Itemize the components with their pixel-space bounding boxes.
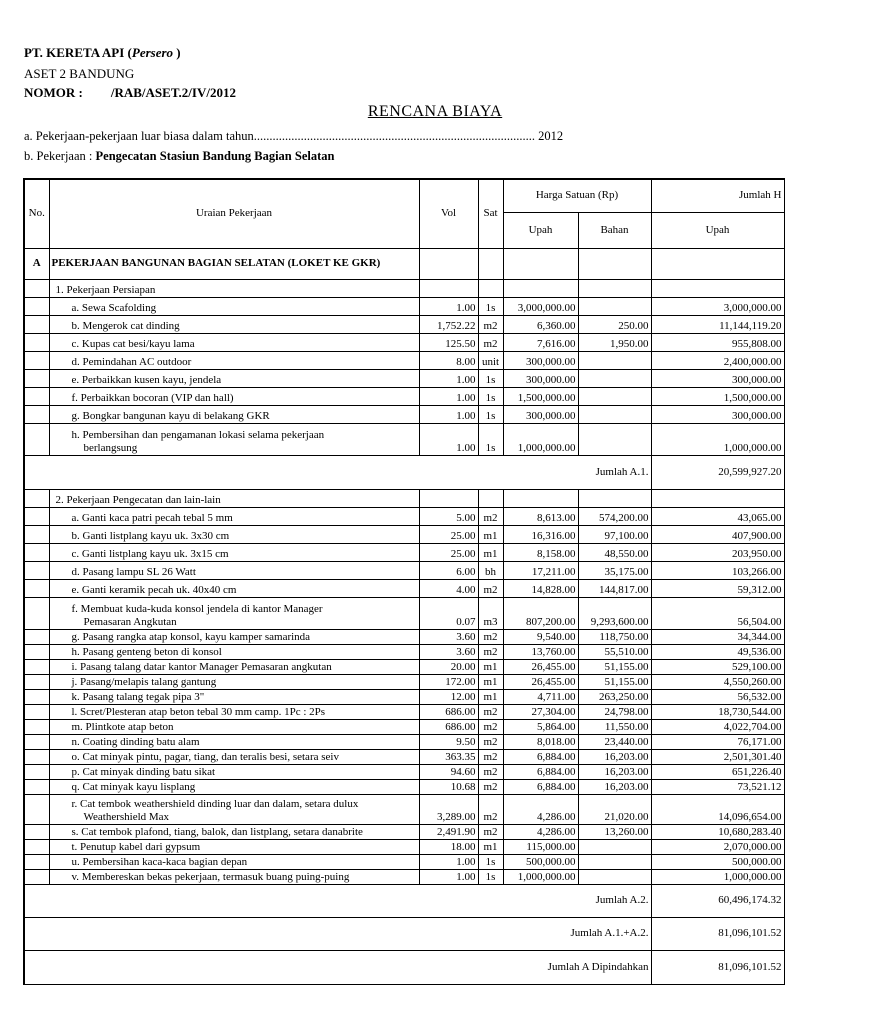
item-jumlah: 300,000.00 [651, 369, 784, 387]
table-row [24, 719, 784, 734]
item-label: i. Pasang talang datar kantor Manager Pemasaran angkutan [49, 659, 419, 674]
item-label: h. Pasang genteng beton di konsol [49, 644, 419, 659]
item-label: a. Sewa Scafolding [49, 297, 419, 315]
item-jumlah: 4,550,260.00 [651, 674, 784, 689]
item-label: l. Scret/Plesteran atap beton tebal 30 mm camp. 1Pc : 2Ps [49, 704, 419, 719]
table-row [24, 351, 784, 369]
sum-move-value: 81,096,101.52 [651, 950, 784, 984]
table-row [24, 824, 784, 839]
item-vol: 1,752.22 [419, 315, 478, 333]
item-label: t. Penutup kabel dari gypsum [49, 839, 419, 854]
item-jumlah: 43,065.00 [651, 507, 784, 525]
item-upah: 26,455.00 [503, 659, 578, 674]
item-jumlah: 56,504.00 [651, 597, 784, 629]
item-sat: m2 [478, 629, 503, 644]
item-vol: 686.00 [419, 704, 478, 719]
item-sat: m1 [478, 659, 503, 674]
item-vol: 10.68 [419, 779, 478, 794]
item-upah: 14,828.00 [503, 579, 578, 597]
item-bahan [578, 869, 651, 884]
col-no-header: No. [24, 179, 49, 248]
table-row [24, 597, 784, 629]
item-bahan: 263,250.00 [578, 689, 651, 704]
item-sat: unit [478, 351, 503, 369]
sum-a2-value: 60,496,174.32 [651, 884, 784, 917]
item-vol: 3,289.00 [419, 794, 478, 824]
item-label: p. Cat minyak dinding batu sikat [49, 764, 419, 779]
table-row [24, 423, 784, 455]
table-row [24, 674, 784, 689]
item-bahan: 24,798.00 [578, 704, 651, 719]
item-vol: 25.00 [419, 543, 478, 561]
item-vol: 12.00 [419, 689, 478, 704]
item-bahan: 13,260.00 [578, 824, 651, 839]
item-vol: 2,491.90 [419, 824, 478, 839]
item-label: c. Ganti listplang kayu uk. 3x15 cm [49, 543, 419, 561]
item-upah: 6,884.00 [503, 749, 578, 764]
item-label: q. Cat minyak kayu lisplang [49, 779, 419, 794]
item-vol: 363.35 [419, 749, 478, 764]
item-sat: 1s [478, 387, 503, 405]
item-bahan: 16,203.00 [578, 779, 651, 794]
item-upah: 6,884.00 [503, 779, 578, 794]
item-sat: m2 [478, 507, 503, 525]
unit-name: ASET 2 BANDUNG [24, 66, 135, 81]
item-bahan: 97,100.00 [578, 525, 651, 543]
item-bahan: 16,203.00 [578, 749, 651, 764]
item-label: v. Membereskan bekas pekerjaan, termasuk buang puing-puing [49, 869, 419, 884]
item-vol: 6.00 [419, 561, 478, 579]
item-jumlah: 529,100.00 [651, 659, 784, 674]
sub1-title: 1. Pekerjaan Persiapan [49, 279, 419, 297]
item-upah: 13,760.00 [503, 644, 578, 659]
col-sat-header: Sat [478, 179, 503, 248]
item-label: g. Bongkar bangunan kayu di belakang GKR [49, 405, 419, 423]
table-row [24, 387, 784, 405]
item-bahan [578, 839, 651, 854]
table-row [24, 507, 784, 525]
item-jumlah: 56,532.00 [651, 689, 784, 704]
item-sat: m2 [478, 644, 503, 659]
item-vol: 1.00 [419, 405, 478, 423]
item-jumlah: 76,171.00 [651, 734, 784, 749]
table-row [24, 659, 784, 674]
item-jumlah: 2,070,000.00 [651, 839, 784, 854]
item-label: b. Ganti listplang kayu uk. 3x30 cm [49, 525, 419, 543]
table-row [24, 779, 784, 794]
item-bahan: 48,550.00 [578, 543, 651, 561]
item-bahan: 9,293,600.00 [578, 597, 651, 629]
item-label: u. Pembersihan kaca-kaca bagian depan [49, 854, 419, 869]
item-sat: m2 [478, 794, 503, 824]
item-jumlah: 3,000,000.00 [651, 297, 784, 315]
item-sat: m2 [478, 824, 503, 839]
cost-table [23, 178, 785, 985]
item-label: s. Cat tembok plafond, tiang, balok, dan listplang, setara danabrite [49, 824, 419, 839]
item-jumlah: 203,950.00 [651, 543, 784, 561]
section-a-no: A [24, 248, 49, 279]
item-vol: 1.00 [419, 854, 478, 869]
item-label: b. Mengerok cat dinding [49, 315, 419, 333]
item-vol: 172.00 [419, 674, 478, 689]
item-upah: 5,864.00 [503, 719, 578, 734]
item-label: d. Pemindahan AC outdoor [49, 351, 419, 369]
table-row [24, 734, 784, 749]
item-label: e. Perbaikkan kusen kayu, jendela [49, 369, 419, 387]
item-sat: 1s [478, 405, 503, 423]
item-sat: m2 [478, 719, 503, 734]
sum-move: Jumlah A Dipindahkan 81,096,101.52 [24, 950, 784, 984]
item-sat: 1s [478, 369, 503, 387]
sum-a1-value: 20,599,927.20 [651, 455, 784, 489]
table-row [24, 689, 784, 704]
item-upah: 8,613.00 [503, 507, 578, 525]
item-label: a. Ganti kaca patri pecah tebal 5 mm [49, 507, 419, 525]
table-row [24, 333, 784, 351]
item-bahan [578, 405, 651, 423]
item-vol: 0.07 [419, 597, 478, 629]
item-bahan [578, 369, 651, 387]
col-upah-header: Upah [503, 212, 578, 248]
table-row [24, 704, 784, 719]
item-vol: 8.00 [419, 351, 478, 369]
item-bahan: 118,750.00 [578, 629, 651, 644]
item-sat: m2 [478, 704, 503, 719]
item-label: f. Membuat kuda-kuda konsol jendela di kantor Manager Pemasaran Angkutan [49, 597, 419, 629]
item-label: d. Pasang lampu SL 26 Watt [49, 561, 419, 579]
item-vol: 94.60 [419, 764, 478, 779]
col-upah2-header: Upah [651, 212, 784, 248]
page-title: RENCANA BIAYA [367, 103, 503, 120]
item-label: j. Pasang/melapis talang gantung [49, 674, 419, 689]
item-jumlah: 955,808.00 [651, 333, 784, 351]
item-bahan: 55,510.00 [578, 644, 651, 659]
item-vol: 3.60 [419, 629, 478, 644]
item-upah: 9,540.00 [503, 629, 578, 644]
item-upah: 6,360.00 [503, 315, 578, 333]
item-sat: m1 [478, 674, 503, 689]
table-row [24, 369, 784, 387]
item-jumlah: 4,022,704.00 [651, 719, 784, 734]
item-vol: 686.00 [419, 719, 478, 734]
item-vol: 125.50 [419, 333, 478, 351]
item-upah: 17,211.00 [503, 561, 578, 579]
item-jumlah: 1,000,000.00 [651, 423, 784, 455]
item-upah: 4,711.00 [503, 689, 578, 704]
item-jumlah: 11,144,119.20 [651, 315, 784, 333]
item-vol: 1.00 [419, 387, 478, 405]
item-label: g. Pasang rangka atap konsol, kayu kamper samarinda [49, 629, 419, 644]
item-label: f. Perbaikkan bocoran (VIP dan hall) [49, 387, 419, 405]
item-jumlah: 2,400,000.00 [651, 351, 784, 369]
item-jumlah: 651,226.40 [651, 764, 784, 779]
item-vol: 5.00 [419, 507, 478, 525]
sum-a12: Jumlah A.1.+A.2. 81,096,101.52 [24, 917, 784, 950]
table-row [24, 749, 784, 764]
item-jumlah: 59,312.00 [651, 579, 784, 597]
item-upah: 3,000,000.00 [503, 297, 578, 315]
item-bahan [578, 297, 651, 315]
item-upah: 8,018.00 [503, 734, 578, 749]
item-upah: 300,000.00 [503, 405, 578, 423]
item-vol: 1.00 [419, 423, 478, 455]
item-jumlah: 1,000,000.00 [651, 869, 784, 884]
item-label: m. Plintkote atap beton [49, 719, 419, 734]
item-bahan: 574,200.00 [578, 507, 651, 525]
item-sat: m1 [478, 839, 503, 854]
item-upah: 300,000.00 [503, 369, 578, 387]
table-row [24, 854, 784, 869]
table-row [24, 561, 784, 579]
table-row [24, 629, 784, 644]
col-bahan-header: Bahan [578, 212, 651, 248]
item-upah: 26,455.00 [503, 674, 578, 689]
item-sat: m3 [478, 597, 503, 629]
sum-a12-value: 81,096,101.52 [651, 917, 784, 950]
item-upah: 500,000.00 [503, 854, 578, 869]
item-jumlah: 10,680,283.40 [651, 824, 784, 839]
item-upah: 27,304.00 [503, 704, 578, 719]
item-label: o. Cat minyak pintu, pagar, tiang, dan teralis besi, setara seiv [49, 749, 419, 764]
item-sat: m2 [478, 333, 503, 351]
item-sat: bh [478, 561, 503, 579]
item-upah: 1,000,000.00 [503, 423, 578, 455]
line-a: a. Pekerjaan-pekerjaan luar biasa dalam tahun.......................................................................................... 2012 [24, 129, 564, 143]
item-vol: 1.00 [419, 869, 478, 884]
table-row [24, 794, 784, 824]
item-vol: 3.60 [419, 644, 478, 659]
item-jumlah: 103,266.00 [651, 561, 784, 579]
table-row [24, 764, 784, 779]
item-sat: 1s [478, 854, 503, 869]
item-bahan [578, 423, 651, 455]
table-row [24, 525, 784, 543]
line-b: b. Pekerjaan : Pengecatan Stasiun Bandung Bagian Selatan [24, 149, 335, 163]
item-upah: 1,000,000.00 [503, 869, 578, 884]
item-bahan: 16,203.00 [578, 764, 651, 779]
table-row [24, 869, 784, 884]
item-bahan [578, 387, 651, 405]
item-bahan: 11,550.00 [578, 719, 651, 734]
table-row [24, 315, 784, 333]
item-sat: m1 [478, 689, 503, 704]
item-bahan: 144,817.00 [578, 579, 651, 597]
item-upah: 4,286.00 [503, 824, 578, 839]
sum-a2: Jumlah A.2. 60,496,174.32 [24, 884, 784, 917]
item-label: n. Coating dinding batu alam [49, 734, 419, 749]
item-bahan: 23,440.00 [578, 734, 651, 749]
item-upah: 8,158.00 [503, 543, 578, 561]
item-jumlah: 73,521.12 [651, 779, 784, 794]
item-sat: m2 [478, 764, 503, 779]
table-row [24, 297, 784, 315]
item-sat: m2 [478, 779, 503, 794]
item-jumlah: 300,000.00 [651, 405, 784, 423]
item-sat: m1 [478, 525, 503, 543]
item-jumlah: 18,730,544.00 [651, 704, 784, 719]
item-sat: m2 [478, 749, 503, 764]
item-upah: 300,000.00 [503, 351, 578, 369]
item-bahan: 51,155.00 [578, 659, 651, 674]
item-label: k. Pasang talang tegak pipa 3" [49, 689, 419, 704]
table-row [24, 644, 784, 659]
item-jumlah: 49,536.00 [651, 644, 784, 659]
document-number: NOMOR : /RAB/ASET.2/IV/2012 [24, 85, 236, 100]
company-name: PT. KERETA API (Persero ) [24, 45, 181, 60]
item-bahan: 1,950.00 [578, 333, 651, 351]
item-bahan: 21,020.00 [578, 794, 651, 824]
item-jumlah: 2,501,301.40 [651, 749, 784, 764]
item-bahan [578, 351, 651, 369]
item-jumlah: 500,000.00 [651, 854, 784, 869]
item-bahan: 35,175.00 [578, 561, 651, 579]
item-vol: 1.00 [419, 297, 478, 315]
section-a-title: PEKERJAAN BANGUNAN BAGIAN SELATAN (LOKET KE GKR) [49, 248, 419, 279]
item-sat: m2 [478, 315, 503, 333]
sum-a1: Jumlah A.1. 20,599,927.20 [24, 455, 784, 489]
item-jumlah: 34,344.00 [651, 629, 784, 644]
item-upah: 1,500,000.00 [503, 387, 578, 405]
col-uraian-header: Uraian Pekerjaan [49, 179, 419, 248]
item-bahan: 51,155.00 [578, 674, 651, 689]
item-upah: 16,316.00 [503, 525, 578, 543]
item-upah: 115,000.00 [503, 839, 578, 854]
item-jumlah: 14,096,654.00 [651, 794, 784, 824]
col-jumlah-header: Jumlah H [651, 179, 784, 212]
item-sat: 1s [478, 869, 503, 884]
item-label: h. Pembersihan dan pengamanan lokasi selama pekerjaan berlangsung [49, 423, 419, 455]
item-bahan: 250.00 [578, 315, 651, 333]
item-jumlah: 407,900.00 [651, 525, 784, 543]
item-label: r. Cat tembok weathershield dinding luar dan dalam, setara dulux Weathershield Max [49, 794, 419, 824]
item-label: c. Kupas cat besi/kayu lama [49, 333, 419, 351]
item-sat: m1 [478, 543, 503, 561]
sub2-title: 2. Pekerjaan Pengecatan dan lain-lain [49, 489, 419, 507]
item-upah: 6,884.00 [503, 764, 578, 779]
item-vol: 9.50 [419, 734, 478, 749]
item-jumlah: 1,500,000.00 [651, 387, 784, 405]
table-row [24, 579, 784, 597]
item-sat: m2 [478, 734, 503, 749]
item-upah: 807,200.00 [503, 597, 578, 629]
table-row [24, 543, 784, 561]
item-vol: 20.00 [419, 659, 478, 674]
item-vol: 1.00 [419, 369, 478, 387]
item-upah: 7,616.00 [503, 333, 578, 351]
item-upah: 4,286.00 [503, 794, 578, 824]
col-harga-header: Harga Satuan (Rp) [503, 179, 651, 212]
item-sat: m2 [478, 579, 503, 597]
item-vol: 4.00 [419, 579, 478, 597]
item-sat: 1s [478, 423, 503, 455]
table-row [24, 839, 784, 854]
item-label: e. Ganti keramik pecah uk. 40x40 cm [49, 579, 419, 597]
item-vol: 25.00 [419, 525, 478, 543]
col-vol-header: Vol [419, 179, 478, 248]
item-bahan [578, 854, 651, 869]
item-vol: 18.00 [419, 839, 478, 854]
table-row [24, 405, 784, 423]
item-sat: 1s [478, 297, 503, 315]
